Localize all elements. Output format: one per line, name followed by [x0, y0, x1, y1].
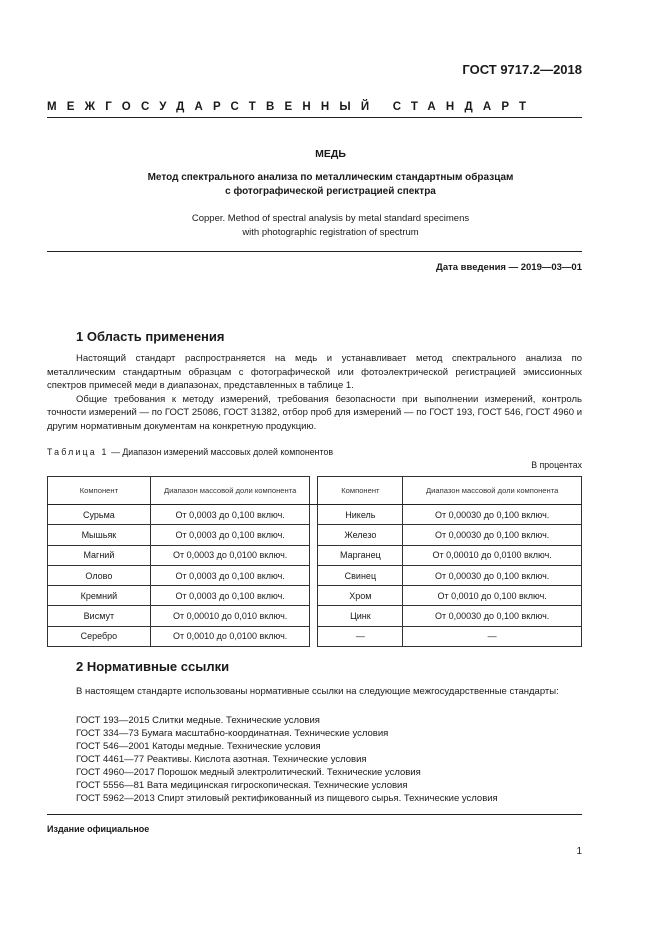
component-cell: Цинк [318, 606, 403, 626]
range-cell: От 0,0003 до 0,100 включ. [150, 505, 310, 525]
references-list [76, 714, 498, 805]
range-cell: От 0,0010 до 0,100 включ. [403, 586, 582, 606]
section-1-paragraph-2: Общие требования к методу измерений, требования безопасности при выполнении измерений, контроль точности измерений — по ГОСТ 25086, ГОСТ 31382, отбор проб для измерений — по ГОСТ 193, ГОСТ 546, ГОСТ 4960 и другим нормативным документам на конкретную продукцию. [47, 393, 582, 432]
footer-rule [47, 814, 582, 815]
table-gap [310, 477, 318, 505]
document-subtitle [0, 171, 661, 199]
section-2-intro-text: В настоящем стандарте использованы нормативные ссылки на следующие межгосударственные стандарты: [76, 686, 559, 697]
table-row [48, 525, 582, 545]
range-cell: От 0,0003 до 0,100 включ. [150, 525, 310, 545]
reference-item: ГОСТ 546—2001 Катоды медные. Технические условия [76, 741, 321, 752]
component-cell: Магний [48, 545, 151, 565]
table-body [48, 505, 582, 647]
table-gap [310, 626, 318, 646]
section-1-text [47, 352, 582, 433]
table-header-row [48, 477, 582, 505]
component-cell: Сурьма [48, 505, 151, 525]
table-1-caption-prefix: Таблица 1 [47, 447, 109, 457]
component-cell: Свинец [318, 565, 403, 585]
range-cell: От 0,00010 до 0,0100 включ. [403, 545, 582, 565]
english-title [0, 212, 661, 240]
table-1-unit: В процентах [531, 460, 582, 470]
header-rule [47, 117, 582, 118]
component-cell: Хром [318, 586, 403, 606]
table-row [48, 565, 582, 585]
english-title-line-1: Copper. Method of spectral analysis by metal standard specimens [191, 213, 470, 224]
component-cell: Никель [318, 505, 403, 525]
table-1-caption [47, 447, 333, 457]
table-gap [310, 505, 318, 525]
table-gap [310, 545, 318, 565]
section-2-heading: 2 Нормативные ссылки [76, 659, 230, 674]
component-cell: Серебро [48, 626, 151, 646]
range-cell: — [403, 626, 582, 646]
component-cell: Мышьяк [48, 525, 151, 545]
table-row [48, 505, 582, 525]
header-component-right: Компонент [318, 477, 403, 505]
component-cell: Кремний [48, 586, 151, 606]
english-title-line-2: with photographic registration of spectrum [242, 227, 419, 238]
section-2-intro [47, 685, 582, 699]
table-gap [310, 586, 318, 606]
table-row [48, 545, 582, 565]
table-gap [310, 525, 318, 545]
title-rule [47, 251, 582, 252]
table-row [48, 586, 582, 606]
header-range-left: Диапазон массовой доли компонента [150, 477, 310, 505]
reference-item: ГОСТ 4960—2017 Порошок медный электролитический. Технические условия [76, 767, 421, 778]
table-gap [310, 606, 318, 626]
range-cell: От 0,00030 до 0,100 включ. [403, 525, 582, 545]
header-range-right: Диапазон массовой доли компонента [403, 477, 582, 505]
range-cell: От 0,00030 до 0,100 включ. [403, 565, 582, 585]
official-edition-label: Издание официальное [47, 824, 150, 834]
component-cell: Висмут [48, 606, 151, 626]
section-1-heading: 1 Область применения [76, 329, 225, 344]
section-1-paragraph-1: Настоящий стандарт распространяется на медь и устанавливает метод спектрального анализа по металлическим стандартным образцам с фотографической или фотоэлектрической регистрацией эмиссионных спектров примесей меди в диапазонах, представленных в таблице 1. [47, 353, 582, 391]
header-component-left: Компонент [48, 477, 151, 505]
component-cell: — [318, 626, 403, 646]
component-cell: Марганец [318, 545, 403, 565]
reference-item: ГОСТ 5556—81 Вата медицинская гигроскопическая. Технические условия [76, 780, 408, 791]
page-number: 1 [576, 846, 582, 857]
document-title: МЕДЬ [315, 148, 346, 160]
range-cell: От 0,0003 до 0,100 включ. [150, 565, 310, 585]
range-cell: От 0,00010 до 0,010 включ. [150, 606, 310, 626]
component-cell: Железо [318, 525, 403, 545]
table-1-caption-text: — Диапазон измерений массовых долей компонентов [108, 447, 334, 457]
reference-item: ГОСТ 334—73 Бумага масштабно-координатная. Технические условия [76, 728, 389, 739]
range-cell: От 0,0003 до 0,100 включ. [150, 586, 310, 606]
table-row [48, 606, 582, 626]
range-cell: От 0,00030 до 0,100 включ. [403, 505, 582, 525]
range-cell: От 0,0010 до 0,0100 включ. [150, 626, 310, 646]
range-cell: От 0,0003 до 0,0100 включ. [150, 545, 310, 565]
gost-number: ГОСТ 9717.2—2018 [462, 62, 582, 77]
table-row [48, 626, 582, 646]
interstate-standard-banner: МЕЖГОСУДАРСТВЕННЫЙ СТАНДАРТ [47, 101, 537, 113]
reference-item: ГОСТ 4461—77 Реактивы. Кислота азотная. Технические условия [76, 754, 367, 765]
range-cell: От 0,00030 до 0,100 включ. [403, 606, 582, 626]
introduction-date: Дата введения — 2019—03—01 [436, 262, 582, 273]
table-gap [310, 565, 318, 585]
reference-item: ГОСТ 193—2015 Слитки медные. Технические условия [76, 715, 320, 726]
components-table [47, 476, 582, 647]
reference-item: ГОСТ 5962—2013 Спирт этиловый ректификованный из пищевого сырья. Технические условия [76, 793, 498, 804]
subtitle-line-1: Метод спектрального анализа по металлическим стандартным образцам [147, 172, 514, 183]
component-cell: Олово [48, 565, 151, 585]
subtitle-line-2: с фотографической регистрацией спектра [225, 186, 436, 197]
